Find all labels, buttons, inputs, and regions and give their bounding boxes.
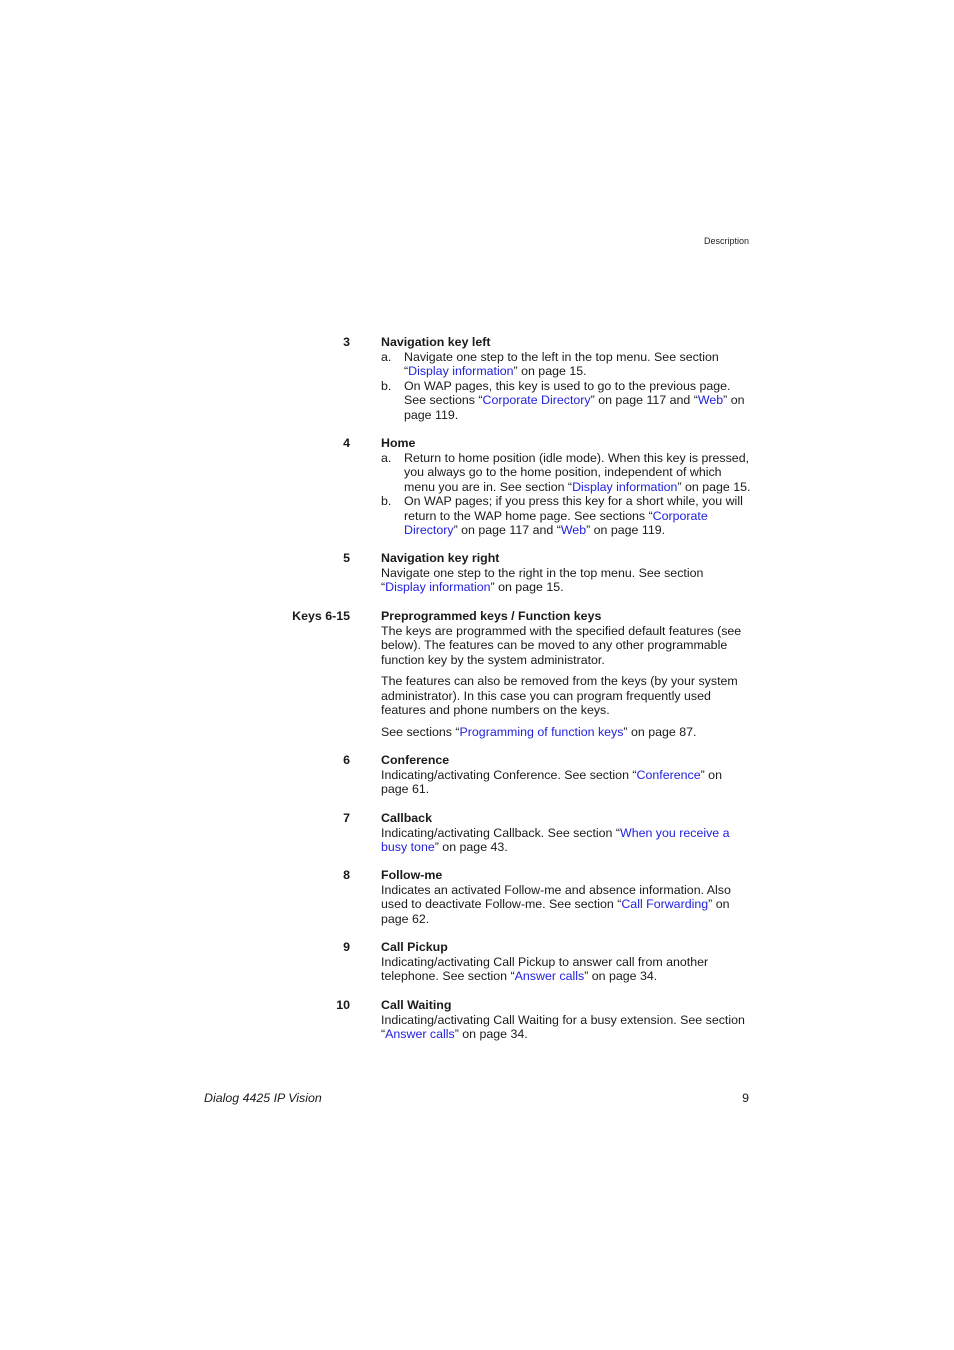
key-description bbox=[381, 940, 751, 984]
key-number: 5 bbox=[343, 551, 350, 565]
list-item bbox=[381, 350, 751, 379]
key-description bbox=[381, 551, 751, 595]
paragraph bbox=[381, 674, 751, 718]
key-title: Callback bbox=[381, 811, 432, 825]
body-text: Indicating/activating Call Waiting for a busy extension. See section “ bbox=[381, 1012, 745, 1041]
body-text: ” on page 43. bbox=[434, 840, 508, 854]
key-number: Keys 6-15 bbox=[292, 609, 350, 623]
list-marker: a. bbox=[381, 450, 392, 465]
key-number: 9 bbox=[343, 940, 350, 954]
key-title: Navigation key right bbox=[381, 551, 500, 565]
body-text: ” on page 119. bbox=[404, 393, 745, 422]
body-text: The keys are programmed with the specified default features (see below). The features can be moved to any other programmable function key by the system administrator. bbox=[381, 623, 742, 667]
paragraph bbox=[381, 624, 751, 668]
key-number: 7 bbox=[343, 811, 350, 825]
paragraph bbox=[381, 768, 751, 797]
running-header: Description bbox=[703, 236, 749, 246]
body-text: ” on page 119. bbox=[586, 523, 666, 537]
paragraph bbox=[381, 1013, 751, 1042]
body-text: Indicating/activating Call Pickup to answer call from another telephone. See section “ bbox=[381, 954, 709, 983]
list-item bbox=[381, 451, 751, 495]
list-marker: b. bbox=[381, 494, 392, 508]
body-text: Navigate one step to the right in the top menu. See section “ bbox=[381, 565, 704, 594]
body-text: ” on page 117 and “ bbox=[453, 523, 561, 537]
cross-reference-link[interactable]: Call Forwarding bbox=[621, 897, 709, 911]
key-description bbox=[381, 811, 751, 855]
cross-reference-link[interactable]: When you receive a busy tone bbox=[381, 825, 730, 854]
cross-reference-link[interactable]: Answer calls bbox=[514, 969, 585, 983]
list-marker: a. bbox=[381, 349, 392, 364]
key-number: 4 bbox=[343, 436, 350, 450]
cross-reference-link[interactable]: Corporate Directory bbox=[404, 508, 708, 537]
key-description bbox=[381, 998, 751, 1042]
body-text: Indicating/activating Conference. See section “ bbox=[381, 767, 637, 782]
key-title: Preprogrammed keys / Function keys bbox=[381, 609, 602, 623]
body-text: ” on page 34. bbox=[584, 969, 658, 983]
cross-reference-link[interactable]: Display information bbox=[572, 479, 678, 494]
body-text: ” on page 87. bbox=[623, 724, 697, 739]
body-text: The features can also be removed from the keys (by your system administrator). In this case you can program frequently used features and phone numbers on the keys. bbox=[381, 674, 738, 717]
body-text: ” on page 15. bbox=[490, 580, 564, 594]
body-text: ” on page 34. bbox=[454, 1027, 528, 1041]
body-text: On WAP pages; if you press this key for a short while, you will return to the WAP home page. See sections “ bbox=[404, 494, 743, 523]
list-item bbox=[381, 494, 751, 538]
body-text: ” on page 62. bbox=[381, 897, 730, 926]
cross-reference-link[interactable]: Conference bbox=[636, 767, 701, 782]
cross-reference-link[interactable]: Display information bbox=[385, 580, 491, 594]
paragraph bbox=[381, 883, 751, 927]
body-text: See sections “ bbox=[381, 724, 460, 739]
key-number: 10 bbox=[336, 998, 350, 1012]
paragraph bbox=[381, 725, 751, 740]
cross-reference-link[interactable]: Web bbox=[560, 523, 587, 537]
key-title: Call Waiting bbox=[381, 998, 452, 1012]
cross-reference-link[interactable]: Display information bbox=[408, 364, 514, 378]
paragraph bbox=[381, 955, 751, 984]
key-title: Home bbox=[381, 436, 416, 450]
body-text: ” on page 61. bbox=[381, 767, 722, 796]
body-text: ” on page 15. bbox=[677, 479, 751, 494]
paragraph bbox=[381, 566, 751, 595]
body-text: Return to home position (idle mode). When this key is pressed, you always go to the home position, independent of which menu you are in. See section “ bbox=[404, 450, 750, 494]
key-title: Conference bbox=[381, 753, 450, 767]
key-title: Follow-me bbox=[381, 868, 443, 882]
body-text: ” on page 117 and “ bbox=[590, 393, 698, 407]
cross-reference-link[interactable]: Corporate Directory bbox=[482, 393, 591, 407]
body-text: Indicates an activated Follow-me and absence information. Also used to deactivate Follow-me. See section “ bbox=[381, 882, 731, 911]
list-item bbox=[381, 379, 751, 423]
cross-reference-link[interactable]: Web bbox=[697, 393, 724, 407]
footer-page-number: 9 bbox=[742, 1091, 749, 1105]
key-number: 3 bbox=[343, 335, 350, 349]
body-text: ” on page 15. bbox=[513, 364, 587, 378]
cross-reference-link[interactable]: Answer calls bbox=[385, 1027, 455, 1041]
list-marker: b. bbox=[381, 378, 392, 393]
key-title: Call Pickup bbox=[381, 940, 448, 954]
key-description bbox=[381, 868, 751, 926]
footer-document-title: Dialog 4425 IP Vision bbox=[204, 1091, 322, 1105]
cross-reference-link[interactable]: Programming of function keys bbox=[459, 724, 624, 739]
key-number: 6 bbox=[343, 753, 350, 767]
body-text: Indicating/activating Callback. See section “ bbox=[381, 825, 620, 840]
key-description bbox=[381, 753, 751, 797]
key-description bbox=[381, 335, 751, 422]
body-text: Navigate one step to the left in the top menu. See section “ bbox=[404, 349, 719, 378]
body-text: On WAP pages, this key is used to go to the previous page. See sections “ bbox=[404, 378, 731, 407]
key-description bbox=[381, 436, 751, 538]
key-title: Navigation key left bbox=[381, 335, 491, 349]
key-number: 8 bbox=[343, 868, 350, 882]
key-description bbox=[381, 609, 751, 739]
paragraph bbox=[381, 826, 751, 855]
